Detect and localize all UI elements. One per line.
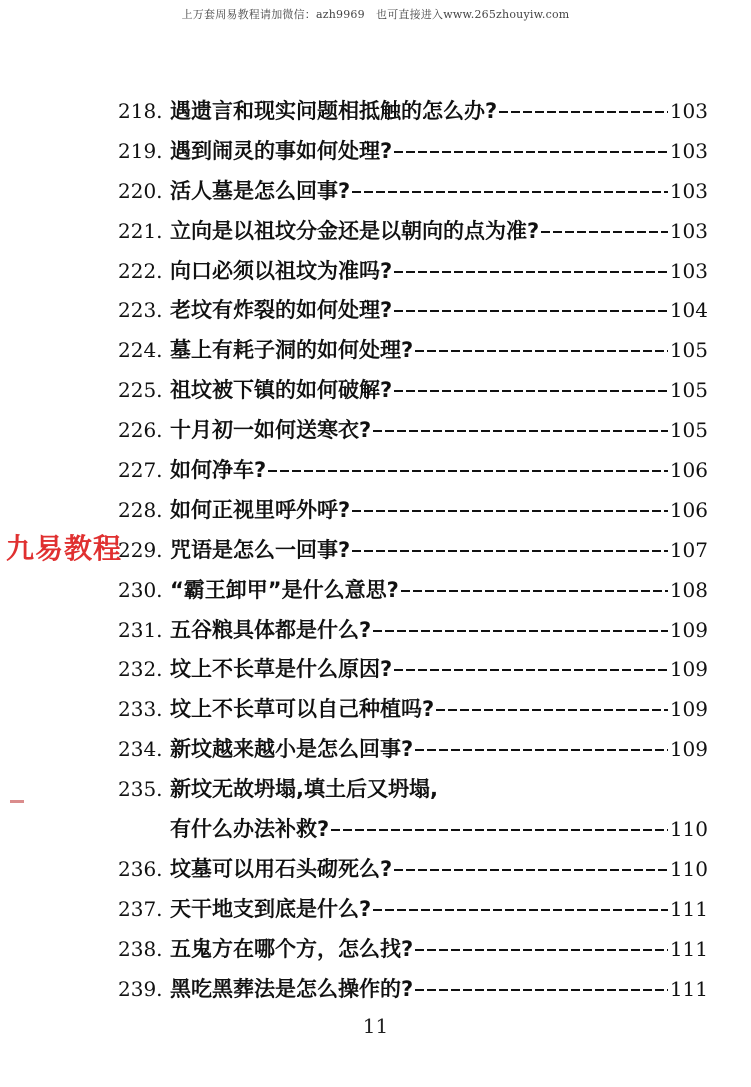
table-of-contents [118,92,708,1009]
entry-title: 咒语是怎么一回事? [170,537,351,562]
entry-title: “霸王卸甲”是什么意思? [170,577,399,602]
toc-row [118,611,708,651]
entry-title: 祖坟被下镇的如何破解? [170,378,393,403]
entry-page: 103 [669,178,708,203]
entry-title: 立向是以祖坟分金还是以朝向的点为准? [170,218,540,243]
entry-title: 五鬼方在哪个方，怎么找? [170,936,414,961]
toc-row [118,92,708,132]
entry-title: 如何净车? [170,458,267,483]
dot-leader [415,749,668,751]
entry-title: 新坟越来越小是怎么回事? [170,737,414,762]
entry-title: 黑吃黑葬法是怎么操作的? [170,976,414,1001]
entry-page: 106 [669,458,708,483]
entry-page: 105 [669,338,708,363]
dot-leader [415,949,668,951]
dot-leader [415,989,668,991]
dot-leader [394,310,668,312]
entry-title: 新坟无故坍塌,填土后又坍塌, [170,777,438,802]
toc-row [118,451,708,491]
toc-row [118,531,708,571]
entry-number: 220. [118,178,163,203]
toc-row [118,132,708,172]
entry-page: 103 [669,218,708,243]
entry-title: 如何正视里呼外呼? [170,497,351,522]
toc-row [118,411,708,451]
toc-row [118,690,708,730]
entry-title: 向口必须以祖坟为准吗? [170,258,393,283]
page-number: 11 [362,1014,389,1038]
entry-page: 107 [669,537,708,562]
entry-page: 111 [669,936,708,961]
entry-page: 103 [669,99,708,123]
dot-leader [373,430,668,432]
dot-leader [268,470,668,472]
entry-page: 104 [669,298,708,323]
toc-row [118,730,708,770]
entry-title: 天干地支到底是什么? [170,896,372,921]
dot-leader [499,111,668,113]
toc-row [118,331,708,371]
toc-row [118,850,708,890]
entry-number: 235. [118,777,163,802]
dot-leader [373,630,668,632]
toc-row [118,810,708,850]
entry-page: 105 [669,378,708,403]
entry-title-continued: 有什么办法补救? [170,817,330,842]
entry-number: 236. [118,856,163,881]
entry-page: 111 [669,976,708,1001]
dot-leader [394,390,668,392]
dot-leader [394,271,668,273]
dot-leader [352,550,668,552]
watermark-logo: 九易教程 [6,532,123,565]
entry-page: 110 [669,856,708,881]
dot-leader [415,350,668,352]
toc-row [118,770,708,810]
dot-leader [394,669,668,671]
toc-row [118,291,708,331]
toc-row [118,930,708,970]
toc-row [118,371,708,411]
entry-number: 218. [118,99,163,123]
entry-number: 230. [118,577,163,602]
page-header: 上万套周易教程请加微信：azh9969 也可直接进入www.265zhouyiw.com [181,8,570,21]
entry-title: 坟墓可以用石头砌死么? [170,856,393,881]
entry-page: 108 [669,577,708,602]
dot-leader [331,829,668,831]
entry-title: 坟上不长草可以自己种植吗? [170,697,435,722]
entry-page: 103 [669,138,708,163]
toc-row [118,890,708,930]
scan-artifact [10,800,24,803]
entry-page: 110 [669,817,708,842]
entry-number: 221. [118,218,163,243]
dot-leader [436,709,668,711]
dot-leader [352,191,668,193]
entry-title: 老坟有炸裂的如何处理? [170,298,393,323]
entry-title: 五谷粮具体都是什么? [170,617,372,642]
entry-title: 墓上有耗子洞的如何处理? [170,338,414,363]
entry-page: 105 [669,418,708,443]
entry-number: 222. [118,258,163,283]
entry-page: 109 [669,617,708,642]
dot-leader [541,231,668,233]
dot-leader [394,151,668,153]
entry-page: 109 [669,737,708,762]
entry-title: 十月初一如何送寒衣? [170,418,372,443]
entry-number: 238. [118,936,163,961]
entry-number: 237. [118,896,163,921]
entry-number: 219. [118,138,163,163]
entry-number: 228. [118,497,163,522]
entry-number: 226. [118,418,163,443]
entry-title: 坟上不长草是什么原因? [170,657,393,682]
dot-leader [394,869,668,871]
toc-row [118,650,708,690]
entry-number: 224. [118,338,163,363]
entry-page: 109 [669,657,708,682]
dot-leader [352,510,668,512]
entry-number: 239. [118,976,163,1001]
toc-row [118,212,708,252]
entry-page: 106 [669,497,708,522]
entry-number: 223. [118,298,163,323]
toc-row [118,252,708,292]
entry-page: 103 [669,258,708,283]
dot-leader [373,909,668,911]
entry-page: 111 [669,896,708,921]
dot-leader [401,590,668,592]
entry-number: 234. [118,737,163,762]
entry-title: 遇到闹灵的事如何处理? [170,138,393,163]
toc-row [118,571,708,611]
toc-row [118,970,708,1010]
entry-number: 225. [118,378,163,403]
entry-number: 227. [118,458,163,483]
entry-title: 活人墓是怎么回事? [170,178,351,203]
toc-row [118,172,708,212]
toc-row [118,491,708,531]
entry-number: 233. [118,697,163,722]
entry-page: 109 [669,697,708,722]
entry-number: 231. [118,617,163,642]
entry-number: 229. [118,537,163,562]
entry-number: 232. [118,657,163,682]
entry-title: 遇遗言和现实问题相抵触的怎么办? [170,99,498,123]
